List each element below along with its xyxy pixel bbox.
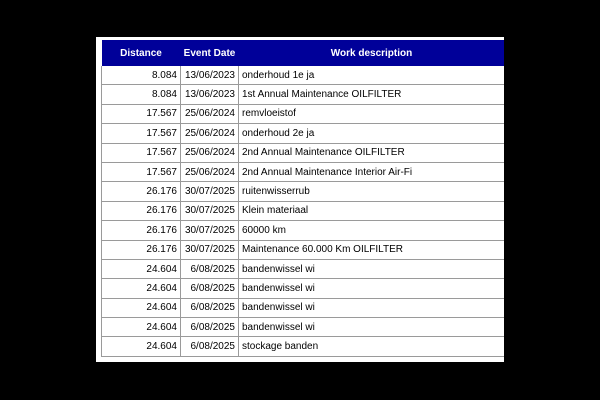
work-description-cell: 2nd Annual Maintenance Interior Air-Fi [239,162,505,181]
distance-cell: 26.176 [102,240,181,259]
table-row[interactable] [102,298,505,317]
event-date-cell: 13/06/2023 [181,66,239,85]
event-date-cell: 25/06/2024 [181,124,239,143]
column-header-work-description[interactable]: Work description [239,40,505,66]
column-header-event-date[interactable]: Event Date [181,40,239,66]
table-header-row [102,40,505,66]
event-date-cell: 30/07/2025 [181,240,239,259]
work-description-cell: ruitenwisserrub [239,182,505,201]
distance-cell: 8.084 [102,66,181,85]
distance-cell: 24.604 [102,279,181,298]
event-date-cell: 30/07/2025 [181,201,239,220]
distance-cell: 17.567 [102,124,181,143]
table-row[interactable] [102,143,505,162]
distance-cell: 24.604 [102,318,181,337]
table-body [102,66,505,356]
column-header-distance[interactable]: Distance [102,40,181,66]
maintenance-history-panel [96,37,504,362]
table-row[interactable] [102,221,505,240]
work-description-cell: bandenwissel wi [239,259,505,278]
distance-cell: 24.604 [102,337,181,356]
work-description-cell: Klein materiaal [239,201,505,220]
work-description-cell: onderhoud 2e ja [239,124,505,143]
maintenance-history-table [101,40,504,357]
work-description-cell: bandenwissel wi [239,279,505,298]
table-row[interactable] [102,240,505,259]
work-description-cell: Maintenance 60.000 Km OILFILTER [239,240,505,259]
table-row[interactable] [102,201,505,220]
work-description-cell: onderhoud 1e ja [239,66,505,85]
table-row[interactable] [102,162,505,181]
event-date-cell: 25/06/2024 [181,143,239,162]
work-description-cell: 2nd Annual Maintenance OILFILTER [239,143,505,162]
table-row[interactable] [102,259,505,278]
distance-cell: 26.176 [102,201,181,220]
distance-cell: 17.567 [102,143,181,162]
work-description-cell: remvloeistof [239,104,505,123]
table-row[interactable] [102,182,505,201]
distance-cell: 17.567 [102,162,181,181]
event-date-cell: 13/06/2023 [181,85,239,104]
distance-cell: 26.176 [102,182,181,201]
table-header [102,40,505,66]
event-date-cell: 25/06/2024 [181,104,239,123]
table-row[interactable] [102,104,505,123]
table-row[interactable] [102,66,505,85]
event-date-cell: 30/07/2025 [181,221,239,240]
distance-cell: 17.567 [102,104,181,123]
table-row[interactable] [102,318,505,337]
distance-cell: 8.084 [102,85,181,104]
event-date-cell: 30/07/2025 [181,182,239,201]
work-description-cell: bandenwissel wi [239,318,505,337]
event-date-cell: 25/06/2024 [181,162,239,181]
table-row[interactable] [102,279,505,298]
work-description-cell: stockage banden [239,337,505,356]
work-description-cell: bandenwissel wi [239,298,505,317]
distance-cell: 26.176 [102,221,181,240]
table-row[interactable] [102,85,505,104]
event-date-cell: 6/08/2025 [181,259,239,278]
distance-cell: 24.604 [102,298,181,317]
work-description-cell: 60000 km [239,221,505,240]
table-row[interactable] [102,337,505,356]
work-description-cell: 1st Annual Maintenance OILFILTER [239,85,505,104]
event-date-cell: 6/08/2025 [181,318,239,337]
event-date-cell: 6/08/2025 [181,337,239,356]
event-date-cell: 6/08/2025 [181,298,239,317]
event-date-cell: 6/08/2025 [181,279,239,298]
table-row[interactable] [102,124,505,143]
distance-cell: 24.604 [102,259,181,278]
